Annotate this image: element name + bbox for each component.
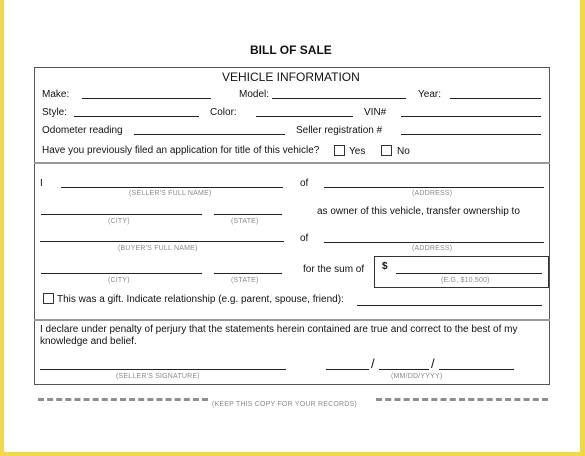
style-field[interactable] bbox=[74, 116, 199, 117]
buyer-name-caption: (BUYER'S FULL NAME) bbox=[118, 245, 198, 252]
date-year-field[interactable] bbox=[439, 369, 514, 370]
odometer-label: Odometer reading bbox=[42, 125, 123, 136]
color-field[interactable] bbox=[256, 116, 353, 117]
buyer-state-caption: (STATE) bbox=[231, 277, 259, 284]
seller-signature-field[interactable] bbox=[40, 369, 286, 370]
date-slash-1: / bbox=[371, 356, 375, 371]
model-field[interactable] bbox=[272, 98, 406, 99]
make-label: Make: bbox=[42, 89, 70, 100]
make-field[interactable] bbox=[82, 98, 211, 99]
seller-name-field[interactable] bbox=[61, 187, 283, 188]
owner-transfer-text: as owner of this vehicle, transfer ownership to bbox=[317, 206, 520, 217]
sum-caption: (E.G, $10,500) bbox=[441, 277, 490, 284]
bill-of-sale-sheet bbox=[4, 0, 580, 452]
prior-application-question: Have you previously filed an application for title of this vehicle? bbox=[42, 145, 320, 156]
buyer-address-caption: (ADDRESS) bbox=[412, 245, 453, 252]
gift-label: This was a gift. Indicate relationship (e.g. parent, spouse, friend): bbox=[57, 294, 344, 305]
date-format-caption: (MM/DD/YYYY) bbox=[391, 373, 443, 380]
seller-address-field[interactable] bbox=[324, 187, 544, 188]
seller-signature-caption: (SELLER'S SIGNATURE) bbox=[116, 373, 200, 380]
no-checkbox[interactable] bbox=[381, 145, 392, 156]
date-month-field[interactable] bbox=[326, 369, 369, 370]
seller-address-caption: (ADDRESS) bbox=[412, 190, 453, 197]
odometer-field[interactable] bbox=[134, 134, 285, 135]
declaration-line-1: I declare under penalty of perjury that the statements herein contained are true and correct to the best of my bbox=[40, 324, 518, 335]
vin-field[interactable] bbox=[401, 116, 541, 117]
seller-state-field[interactable] bbox=[214, 214, 282, 215]
model-label: Model: bbox=[239, 89, 270, 100]
buyer-name-field[interactable] bbox=[40, 241, 284, 242]
year-label: Year: bbox=[418, 89, 441, 100]
section-divider-2 bbox=[34, 319, 550, 321]
tear-line-right bbox=[376, 398, 548, 401]
dollar-sign: $ bbox=[382, 261, 388, 272]
date-day-field[interactable] bbox=[379, 369, 429, 370]
gift-checkbox[interactable] bbox=[43, 293, 54, 304]
page-title: BILL OF SALE bbox=[250, 43, 332, 57]
buyer-city-caption: (CITY) bbox=[108, 277, 130, 284]
buyer-state-field[interactable] bbox=[214, 273, 282, 274]
color-label: Color: bbox=[210, 107, 237, 118]
sum-field[interactable] bbox=[396, 273, 542, 274]
yes-checkbox[interactable] bbox=[334, 145, 345, 156]
seller-city-caption: (CITY) bbox=[108, 218, 130, 225]
seller-registration-field[interactable] bbox=[401, 134, 541, 135]
date-slash-2: / bbox=[431, 356, 435, 371]
vin-label: VIN# bbox=[364, 107, 387, 118]
i-label: I bbox=[40, 178, 43, 189]
year-field[interactable] bbox=[450, 98, 541, 99]
sum-label: for the sum of bbox=[303, 264, 365, 275]
section-divider-1 bbox=[34, 162, 550, 164]
keep-copy-note: (KEEP THIS COPY FOR YOUR RECORDS) bbox=[212, 401, 357, 408]
seller-city-field[interactable] bbox=[41, 214, 202, 215]
seller-name-caption: (SELLER'S FULL NAME) bbox=[129, 190, 212, 197]
buyer-city-field[interactable] bbox=[41, 273, 202, 274]
buyer-address-field[interactable] bbox=[324, 242, 544, 243]
declaration-line-2: knowledge and belief. bbox=[40, 336, 137, 347]
of-label-2: of bbox=[300, 233, 309, 244]
seller-state-caption: (STATE) bbox=[231, 218, 259, 225]
style-label: Style: bbox=[42, 107, 68, 118]
section-title: VEHICLE INFORMATION bbox=[222, 70, 360, 84]
no-label: No bbox=[397, 146, 410, 157]
relationship-field[interactable] bbox=[357, 305, 542, 306]
seller-registration-label: Seller registration # bbox=[296, 125, 383, 136]
of-label: of bbox=[300, 178, 309, 189]
tear-line-left bbox=[38, 398, 208, 401]
yes-label: Yes bbox=[349, 146, 366, 157]
